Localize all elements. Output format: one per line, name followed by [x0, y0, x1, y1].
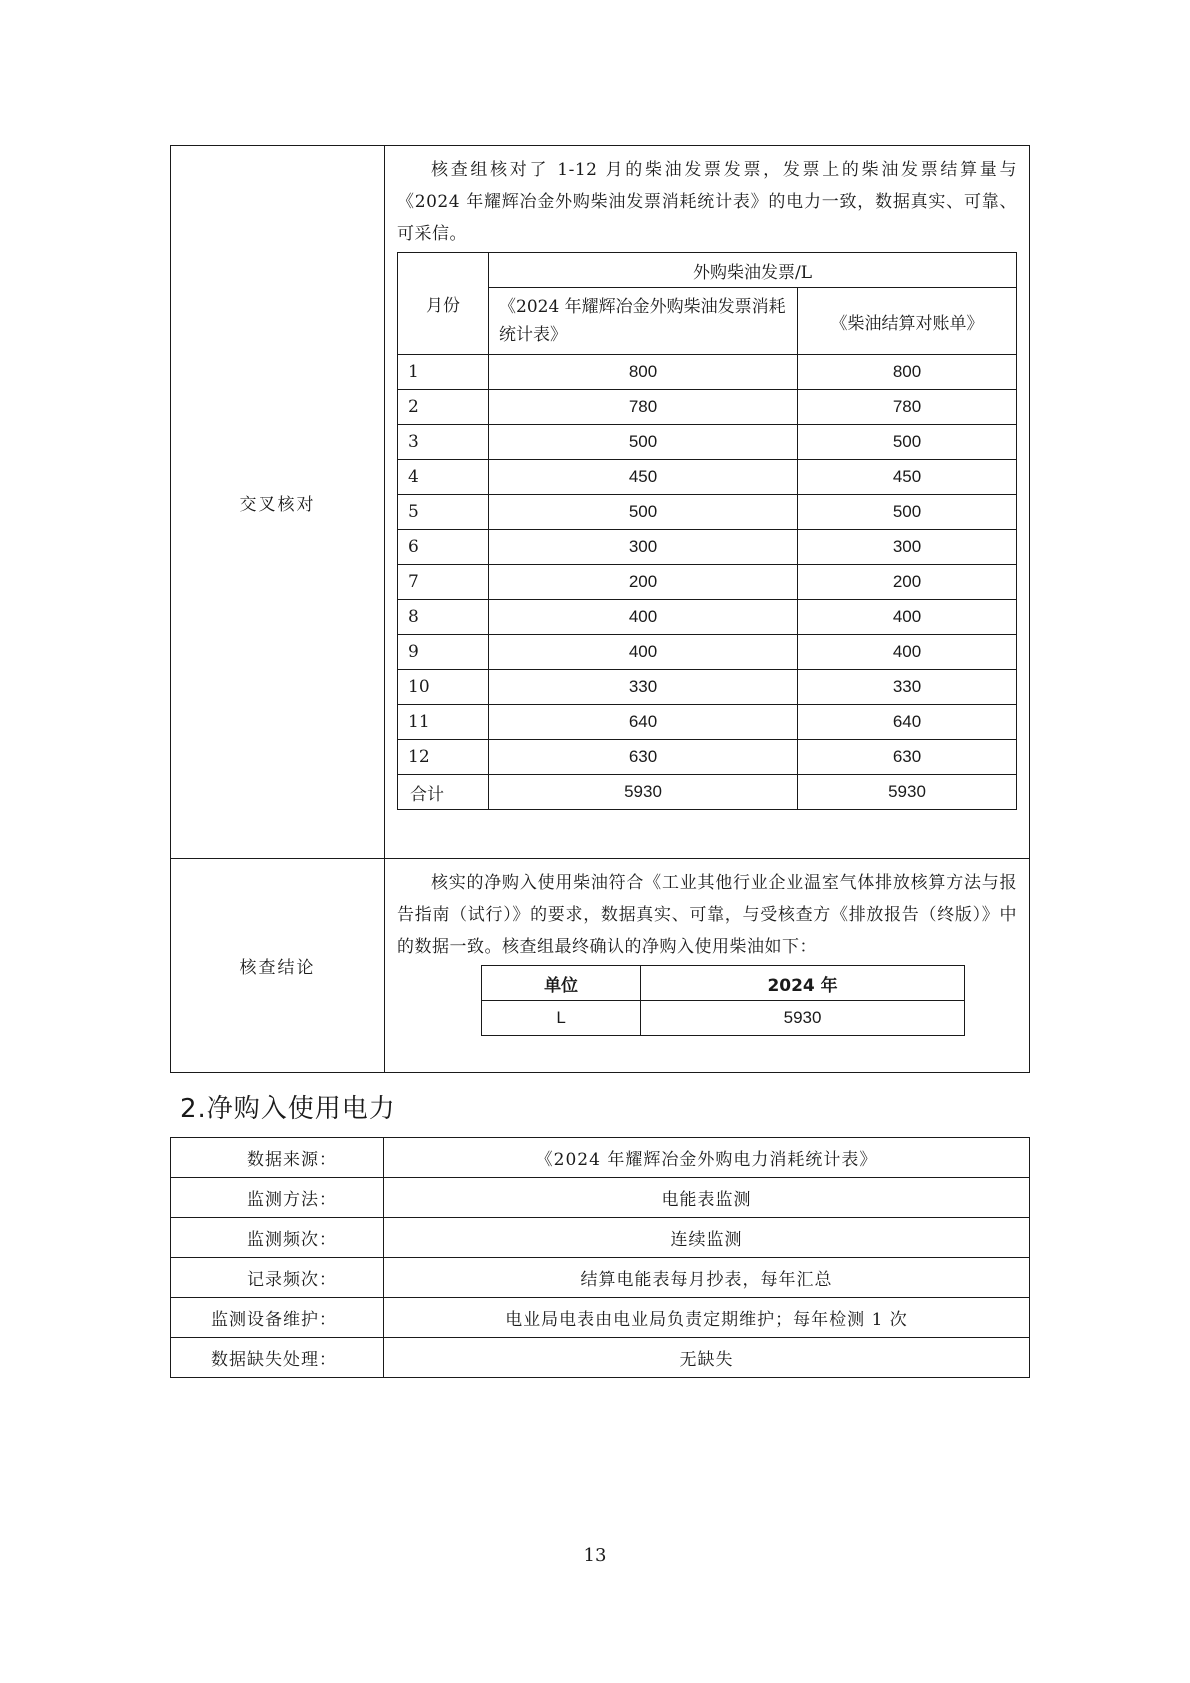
month-cell: 4: [398, 460, 489, 495]
electricity-value: 《2024 年耀辉冶金外购电力消耗统计表》: [384, 1138, 1030, 1178]
electricity-row: [171, 1338, 1030, 1378]
bill-value-cell: 400: [798, 600, 1017, 635]
diesel-total-value: 5930: [641, 1001, 965, 1036]
conclusion-label: 核查结论: [171, 859, 385, 1073]
invoice-row: [398, 740, 1017, 775]
year-header: 2024 年: [641, 966, 965, 1001]
month-cell: 7: [398, 565, 489, 600]
bill-value-cell: 300: [798, 530, 1017, 565]
electricity-value: 结算电能表每月抄表，每年汇总: [384, 1258, 1030, 1298]
invoice-row: [398, 635, 1017, 670]
invoice-row: [398, 565, 1017, 600]
stat-value-cell: 640: [489, 705, 798, 740]
electricity-row: [171, 1218, 1030, 1258]
stat-value-cell: 500: [489, 425, 798, 460]
stat-value-cell: 400: [489, 635, 798, 670]
electricity-row: [171, 1138, 1030, 1178]
cross-check-label: 交叉核对: [171, 146, 385, 859]
month-cell: 3: [398, 425, 489, 460]
total-stat: 5930: [489, 775, 798, 810]
unit-value: L: [482, 1001, 641, 1036]
stat-value-cell: 200: [489, 565, 798, 600]
invoice-row: [398, 600, 1017, 635]
bill-value-cell: 330: [798, 670, 1017, 705]
invoice-row: [398, 705, 1017, 740]
electricity-row: [171, 1178, 1030, 1218]
unit-header-row: [482, 966, 965, 1001]
electricity-value: 电能表监测: [384, 1178, 1030, 1218]
total-bill: 5930: [798, 775, 1017, 810]
confirmed-diesel-table: [481, 965, 965, 1036]
conclusion-content: [385, 859, 1030, 1073]
bill-value-cell: 630: [798, 740, 1017, 775]
month-header: 月份: [398, 253, 489, 355]
invoice-body: [398, 355, 1017, 775]
stat-value-cell: 500: [489, 495, 798, 530]
bill-value-cell: 200: [798, 565, 1017, 600]
bill-value-cell: 400: [798, 635, 1017, 670]
cross-check-paragraph: 核查组核对了 1-12 月的柴油发票发票，发票上的柴油发票结算量与《2024 年耀辉冶金外购柴油发票消耗统计表》的电力一致，数据真实、可靠、可采信。: [397, 160, 1017, 244]
bill-value-cell: 450: [798, 460, 1017, 495]
electricity-key: 记录频次：: [171, 1258, 384, 1298]
invoice-row: [398, 495, 1017, 530]
electricity-key: 数据来源：: [171, 1138, 384, 1178]
bill-value-cell: 500: [798, 425, 1017, 460]
stat-value-cell: 330: [489, 670, 798, 705]
electricity-row: [171, 1298, 1030, 1338]
unit-value-row: [482, 1001, 965, 1036]
electricity-key: 监测方法：: [171, 1178, 384, 1218]
page-number: 13: [583, 1545, 607, 1566]
section-heading: 2.净购入使用电力: [180, 1094, 396, 1124]
stat-value-cell: 300: [489, 530, 798, 565]
electricity-row: [171, 1258, 1030, 1298]
electricity-body: [171, 1138, 1030, 1378]
group-header: 外购柴油发票/L: [489, 253, 1017, 288]
stat-value-cell: 800: [489, 355, 798, 390]
invoice-header-row: [398, 253, 1017, 288]
electricity-key: 监测频次：: [171, 1218, 384, 1258]
bill-header: 《柴油结算对账单》: [798, 288, 1017, 355]
cross-check-row: [171, 146, 1030, 859]
verification-table: [170, 145, 1030, 1073]
month-cell: 1: [398, 355, 489, 390]
month-cell: 6: [398, 530, 489, 565]
invoice-row: [398, 425, 1017, 460]
stat-value-cell: 630: [489, 740, 798, 775]
total-label: 合计: [398, 775, 489, 810]
electricity-key: 数据缺失处理：: [171, 1338, 384, 1378]
electricity-key: 监测设备维护：: [171, 1298, 384, 1338]
cross-check-content: [385, 146, 1030, 859]
bill-value-cell: 780: [798, 390, 1017, 425]
month-cell: 11: [398, 705, 489, 740]
unit-header: 单位: [482, 966, 641, 1001]
invoice-total-row: [398, 775, 1017, 810]
stat-table-header: 《2024 年耀辉冶金外购柴油发票消耗统计表》: [489, 288, 798, 355]
stat-value-cell: 450: [489, 460, 798, 495]
bill-value-cell: 800: [798, 355, 1017, 390]
electricity-table: [170, 1137, 1030, 1378]
invoice-row: [398, 460, 1017, 495]
stat-value-cell: 780: [489, 390, 798, 425]
invoice-row: [398, 390, 1017, 425]
month-cell: 9: [398, 635, 489, 670]
electricity-value: 连续监测: [384, 1218, 1030, 1258]
month-cell: 5: [398, 495, 489, 530]
stat-value-cell: 400: [489, 600, 798, 635]
invoice-subheader-row: [398, 288, 1017, 355]
invoice-row: [398, 355, 1017, 390]
month-cell: 8: [398, 600, 489, 635]
bill-value-cell: 640: [798, 705, 1017, 740]
diesel-invoice-table: [397, 252, 1017, 810]
month-cell: 2: [398, 390, 489, 425]
bill-value-cell: 500: [798, 495, 1017, 530]
electricity-value: 电业局电表由电业局负责定期维护；每年检测 1 次: [384, 1298, 1030, 1338]
month-cell: 12: [398, 740, 489, 775]
month-cell: 10: [398, 670, 489, 705]
invoice-row: [398, 530, 1017, 565]
conclusion-row: [171, 859, 1030, 1073]
invoice-row: [398, 670, 1017, 705]
conclusion-paragraph: 核实的净购入使用柴油符合《工业其他行业企业温室气体排放核算方法与报告指南（试行）》的要求，数据真实、可靠，与受核查方《排放报告（终版）》中的数据一致。核查组最终确认的净购入使用柴油如下：: [397, 873, 1017, 957]
electricity-value: 无缺失: [384, 1338, 1030, 1378]
